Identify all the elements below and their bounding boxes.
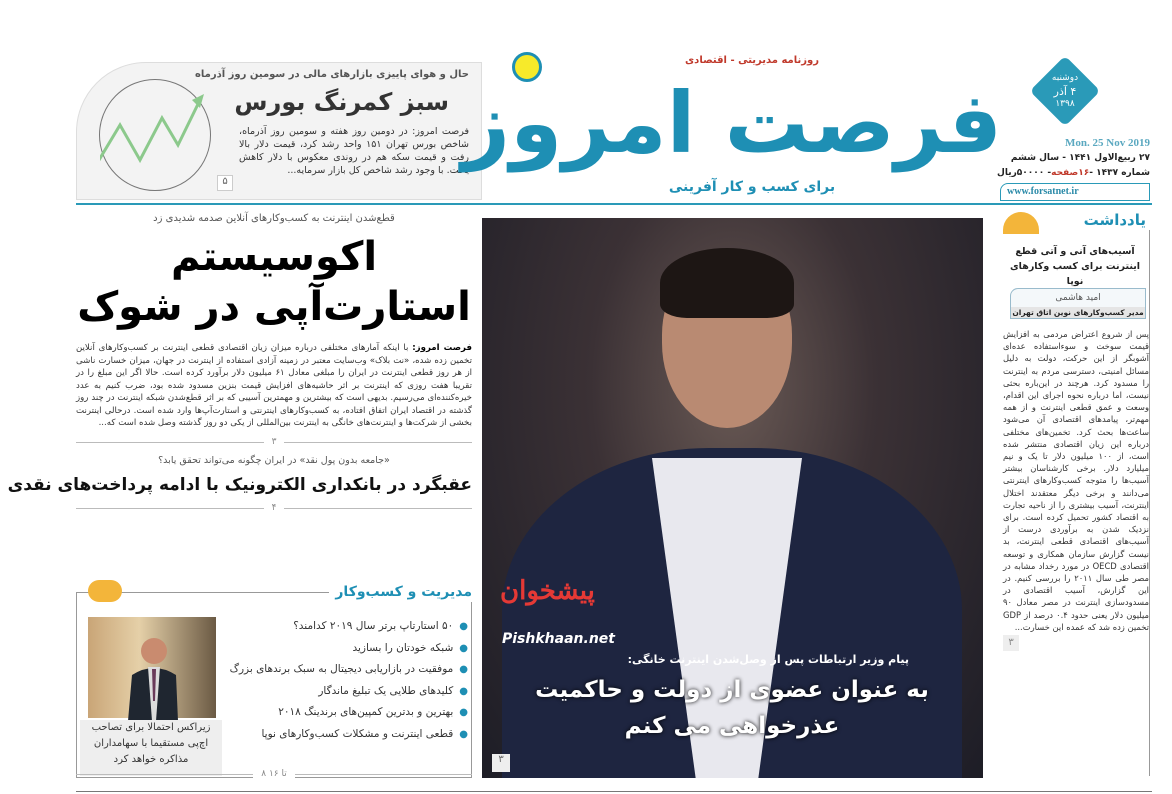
date-hijri: ۲۷ ربیع‌الاول ۱۴۴۱ - سال ششم (1010, 153, 1150, 163)
header-rule (76, 203, 1152, 205)
date-english: Mon. 25 Nov 2019 (1065, 137, 1150, 149)
date-persian (1030, 72, 1100, 111)
lead-headline[interactable]: اکوسیستم استارت‌آپی در شوک (77, 234, 471, 330)
watermark-logo: پیشخوان (500, 576, 595, 606)
teaser-title[interactable]: سبز کمرنگ بورس (234, 88, 449, 116)
page-ref-divider (76, 502, 472, 514)
bottom-rule (76, 791, 1152, 792)
note-title[interactable]: آسیب‌های آنی و آتی قطع اینترنت برای کسب وکارهای نوپا (1009, 246, 1141, 287)
list-item[interactable]: ● قطعی اینترنت و مشکلات کسب‌وکارهای نوپا (222, 724, 468, 746)
page-range: ۸ تا ۱۶ (253, 769, 294, 779)
page-ref-divider (76, 768, 472, 780)
page-ref-divider (76, 436, 472, 448)
lead-kicker: قطع‌شدن اینترنت به کسب‌وکارهای آنلاین صدمه شدیدی زد (153, 213, 395, 224)
list-item[interactable]: ● موفقیت در بازاریابی دیجیتال به سبک برندهای بزرگ (222, 659, 468, 681)
business-photo-caption[interactable]: زیراکس احتمالا برای تصاحب اچ‌پی مستقیما با سهامداران مذاکره خواهد کرد (80, 720, 222, 776)
list-item[interactable]: ● ۵۰ استارتاپ برتر سال ۲۰۱۹ کدامند؟ (222, 616, 468, 638)
cover-photo[interactable] (482, 218, 983, 778)
note-heading: یادداشت (1080, 210, 1150, 230)
page-number: ۳ (264, 437, 285, 447)
photo-hair (660, 248, 794, 318)
page-count: ۱۶صفحه (1051, 168, 1090, 178)
masthead-subtitle: برای کسب و کار آفرینی (668, 179, 836, 195)
lead-text: با اینکه آمارهای مختلفی درباره میزان زیان اقتصادی قطعی اینترنت بر کسب‌وکارهای آنلاین تخمین زده شده، «نت بلاک» وب‌سایت معتبر در زمینه آزادی استفاده از اینترنت در جهان، میزان خسارت ناشی از هر روز قطعی اینترنت در ایران را مبلغی معادل ۶۱ میلیون دلار برآورد کرده است. حالا اگر این مبلغ را در تقریبا هفت روزی که اینترنت بر اثر حاشیه‌های افزایش قیمت بنزین مسدود شده بود، ضرب کنیم به عدد خیره‌کننده‌ای می‌رسیم. بدیهی است که بیشترین و مهمترین آسیبی که بر اثر قطع‌شدن شبکه اینترنت در چند روز گذشته در اقتصاد ایران اتفاق افتاده، به کسب‌وکارهای اینترنتی و استارت‌آپ‌ها وارد شده است. درحالی اینترنت بخشی از شرکت‌ها و اینترنت‌های خانگی به اینترنت بین‌المللی از یکی دو روز گذشته وصل شده است که... (76, 343, 472, 428)
cover-headline[interactable]: به عنوان عضوی از دولت و حاکمیت عذرخواهی می کنم (535, 677, 929, 739)
left-column (7, 212, 472, 514)
story2-kicker: «جامعه بدون پول نقد» در ایران چگونه می‌تواند تحقق یابد؟ (158, 454, 390, 466)
date-day: ۴ آذر (1053, 85, 1077, 98)
masthead-tagline: روزنامه مدیریتی - اقتصادی (685, 55, 819, 66)
website-link[interactable]: www.forsatnet.ir (1000, 183, 1150, 201)
pen-icon (1003, 212, 1039, 234)
page-number: ۴ (264, 503, 285, 513)
price: - ۵۰۰۰۰ریال (997, 168, 1052, 178)
date-weekday: دوشنبه (1051, 73, 1079, 83)
note-author-box (1010, 288, 1146, 319)
business-photo[interactable] (88, 617, 216, 718)
page-number: ۳ (492, 754, 510, 772)
note-body-column (1003, 328, 1149, 651)
author-name: امید هاشمی (1055, 293, 1101, 303)
list-item[interactable]: ● بهترین و بدترین کمپین‌های برندینگ ۲۰۱۸ (222, 702, 468, 724)
briefcase-icon (88, 580, 122, 602)
issue-number: شماره ۱۴۳۷ - (1089, 168, 1150, 178)
business-list (222, 616, 468, 745)
list-item[interactable]: ● شبکه خودتان را بسازید (222, 638, 468, 660)
person-image (128, 631, 178, 721)
issue-info (997, 167, 1150, 180)
watermark-url: Pishkhaan.net (502, 631, 615, 647)
lead-byline: فرصت امروز: (412, 343, 472, 353)
teaser-box[interactable] (76, 62, 482, 200)
page-number: ۵ (217, 175, 233, 191)
trend-up-icon (99, 79, 211, 191)
list-item[interactable]: ● کلیدهای طلایی یک تبلیغ ماندگار (222, 681, 468, 703)
masthead-name: فرصت امروز (461, 74, 1002, 172)
note-body: پس از شروع اعتراض مردمی به افزایش قیمت سوخت و سوءاستفاده عده‌ای آشوبگر از این حرکت، دولت به دلیل مسائل امنیتی، دسترسی مردم به اینترنت را مسدود کرد. هرچند در این‌باره بحثی نیست، اما درباره نحوه اجرای این اقدام، وسعت و عمق قطعی اینترنت و از همه مهم‌تر، پیامدهای اقتصادی آن می‌شود ساعت‌ها بحث کرد. تخمین‌های مختلفی درباره این زیان اقتصادی منتشر شده است، از ۱۰۰ میلیون دلار تا یک و نیم میلیارد دلار. برخی کارشناسان بیشتر آسیب‌ها را متوجه کسب‌وکارهای اینترنتی می‌دانند و برخی دیگر معتقدند اختلال اینترنت، آسیب بیشتری را از ناحیه تجارت به اقتصاد کشور تحمیل کرده است. برای نزدیک شدن به برآوردی درست از آسیب‌های اقتصادی قطعی اینترنت، بد نیست گزارش سازمان همکاری و توسعه اقتصادی OECD در مورد رخداد مشابه در مصر طی سال ۲۰۱۱ را بررسی کنیم. در این گزارش، آسیب اقتصادی در مسدودسازی اینترنت در مصر معادل ۹۰ میلیون دلار یعنی حدود ۰.۴ درصد از GDP تخمین زده شد که عمده این خسارت... (1003, 329, 1150, 632)
cover-kicker: پیام وزیر ارتباطات پس از وصل‌شدن اینترنت خانگی: (627, 653, 909, 666)
business-heading: مدیریت و کسب‌وکار (329, 582, 478, 602)
author-role: مدیر کسب‌وکارهای نوین اتاق تهران (1012, 308, 1144, 317)
teaser-kicker: حال و هوای پاییزی بازارهای مالی در سومین روز آذرماه (195, 69, 469, 80)
page-number: ۳ (1003, 635, 1019, 651)
date-year: ۱۳۹۸ (1055, 99, 1075, 109)
story2-headline[interactable]: عقبگرد در بانکداری الکترونیک با ادامه پرداخت‌های نقدی (7, 474, 472, 495)
teaser-body: فرصت امروز: در دومین روز هفته و سومین روز آذرماه، شاخص بورس تهران ۱۵۱ واحد رشد کرد، قیمت دلار بالا رفت و قیمت سکه هم در روندی معکوس با دلار کاهش یافت. با وجود رشد شاخص کل بازار سرمایه... (239, 126, 469, 176)
lead-body (76, 342, 472, 430)
masthead-logo (461, 52, 1002, 202)
